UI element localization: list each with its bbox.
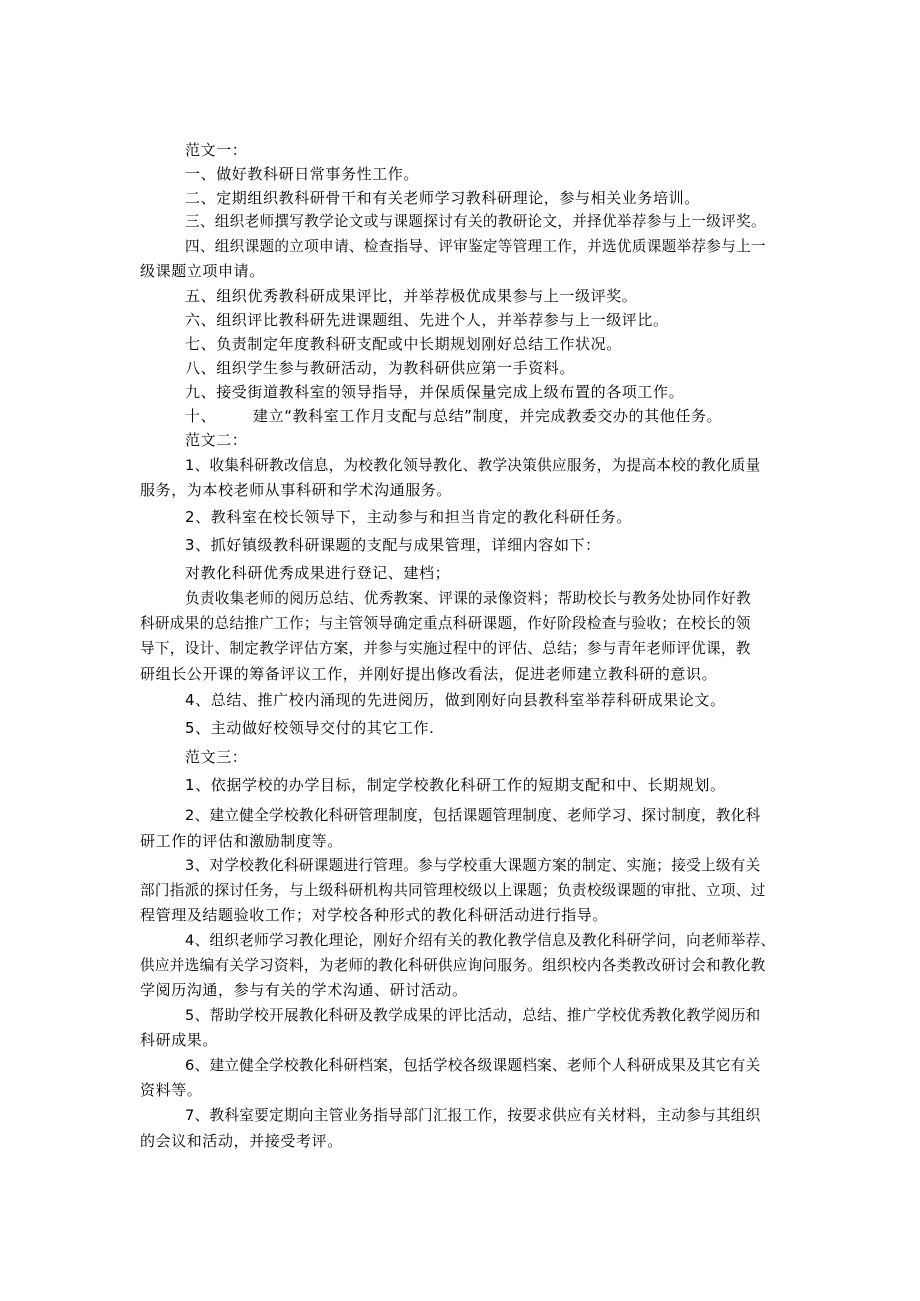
section1-item-continuation: 级课题立项申请。: [140, 262, 265, 280]
section3-line: 2、建立健全学校教化科研管理制度，包括课题管理制度、老师学习、探讨制度，教化科: [185, 807, 761, 824]
section3-line: 部门指派的探讨任务，与上级科研机构共同管理校级以上课题；负责校级课题的审批、立项、过: [140, 882, 766, 899]
section3-line: 科研成果。: [140, 1031, 219, 1049]
section2-line: 3、抓好镇级教科研课题的支配与成果管理，详细内容如下：: [185, 536, 601, 554]
section3-line: 3、对学校教化科研课题进行管理。参与学校重大课题方案的制定、实施；接受上级有关: [185, 857, 761, 874]
section2-line: 研组长公开课的筹备评议工作，并刚好提出修改看法，促进老师建立教科研的意识。: [140, 665, 718, 683]
section1-item: 九、接受街道教科室的领导指导，并保质保量完成上级布置的各项工作。: [185, 383, 685, 401]
section3-line: 程管理及结题验收工作；对学校各种形式的教化科研活动进行指导。: [140, 906, 609, 924]
section3-line: 6、建立健全学校教化科研档案，包括学校各级课题档案、老师个人科研成果及其它有关: [185, 1057, 761, 1074]
section2-line: 导下，设计、制定教学评估方案，并参与实施过程中的评估、总结；参与青年老师评优课，教: [140, 640, 751, 657]
section1-item: 四、组织课题的立项申请、检查指导、评审鉴定等管理工作，并选优质课题举荐参与上一: [185, 238, 766, 255]
section3-line: 5、帮助学校开展教化科研及教学成果的评比活动，总结、推广学校优秀教化教学阅历和: [185, 1007, 761, 1024]
section1-item: 七、负责制定年度教科研支配或中长期规划刚好总结工作状况。: [185, 335, 622, 353]
section3-line: 研工作的评估和激励制度等。: [140, 832, 343, 850]
section3-line: 7、教科室要定期向主管业务指导部门汇报工作，按要求供应有关材料，主动参与其组织: [185, 1107, 761, 1124]
section1-item: 一、做好教科研日常事务性工作。: [185, 165, 420, 183]
section1-item: 二、定期组织教科研骨干和有关老师学习教科研理论，参与相关业务培训。: [185, 189, 700, 207]
section3-line: 4、组织老师学习教化理论，刚好介绍有关的教化教学信息及教化科研学问，向老师举荐、: [185, 932, 776, 949]
section3-line: 学阅历沟通，参与有关的学术沟通、研讨活动。: [140, 981, 468, 999]
section2-line: 科研成果的总结推广工作；与主管领导确定重点科研课题，作好阶段检查与验收；在校长的领: [140, 615, 751, 632]
section3-line: 供应并选编有关学习资料，为老师的教化科研供应询问服务。组织校内各类教改研讨会和教化教: [140, 957, 766, 974]
section2-line: 服务，为本校老师从事科研和学术沟通服务。: [140, 481, 453, 499]
section2-line: 负责收集老师的阅历总结、优秀教案、评课的录像资料；帮助校长与教务处协同作好教: [185, 590, 751, 607]
section1-item: 五、组织优秀教科研成果评比，并举荐极优成果参与上一级评奖。: [185, 287, 638, 305]
section1-item10-number: 十、: [185, 407, 217, 425]
section3-heading: 范文三：: [185, 748, 248, 766]
section2-line: 对教化科研优秀成果进行登记、建档；: [185, 564, 451, 582]
section1-item: 六、组织评比教科研先进课题组、先进个人，并举荐参与上一级评比。: [185, 311, 669, 329]
section3-line: 资料等。: [140, 1081, 203, 1099]
section2-line: 5、主动做好校领导交付的其它工作.: [185, 719, 435, 737]
section3-line: 的会议和活动，并接受考评。: [140, 1132, 343, 1150]
section2-line: 1、收集科研教改信息，为校教化领导教化、教学决策供应服务，为提高本校的教化质量: [185, 457, 761, 474]
section2-heading: 范文二：: [185, 431, 248, 449]
section2-line: 2、教科室在校长领导下，主动参与和担当肯定的教化科研任务。: [185, 508, 632, 526]
section1-heading: 范文一：: [185, 141, 248, 159]
section3-line: 1、依据学校的办学目标，制定学校教化科研工作的短期支配和中、长期规划。: [185, 776, 726, 794]
section1-item: 八、组织学生参与教研活动，为教科研供应第一手资料。: [185, 359, 576, 377]
section2-line: 4、总结、推广校内涌现的先进阅历，做到刚好向县教科室举荐科研成果论文。: [185, 691, 726, 709]
section1-item10-text: 建立“教科室工作月支配与总结”制度，并完成教委交办的其他任务。: [253, 407, 723, 425]
section1-item: 三、组织老师撰写教学论文或与课题探讨有关的教研论文，并择优举荐参与上一级评奖。: [185, 213, 766, 230]
